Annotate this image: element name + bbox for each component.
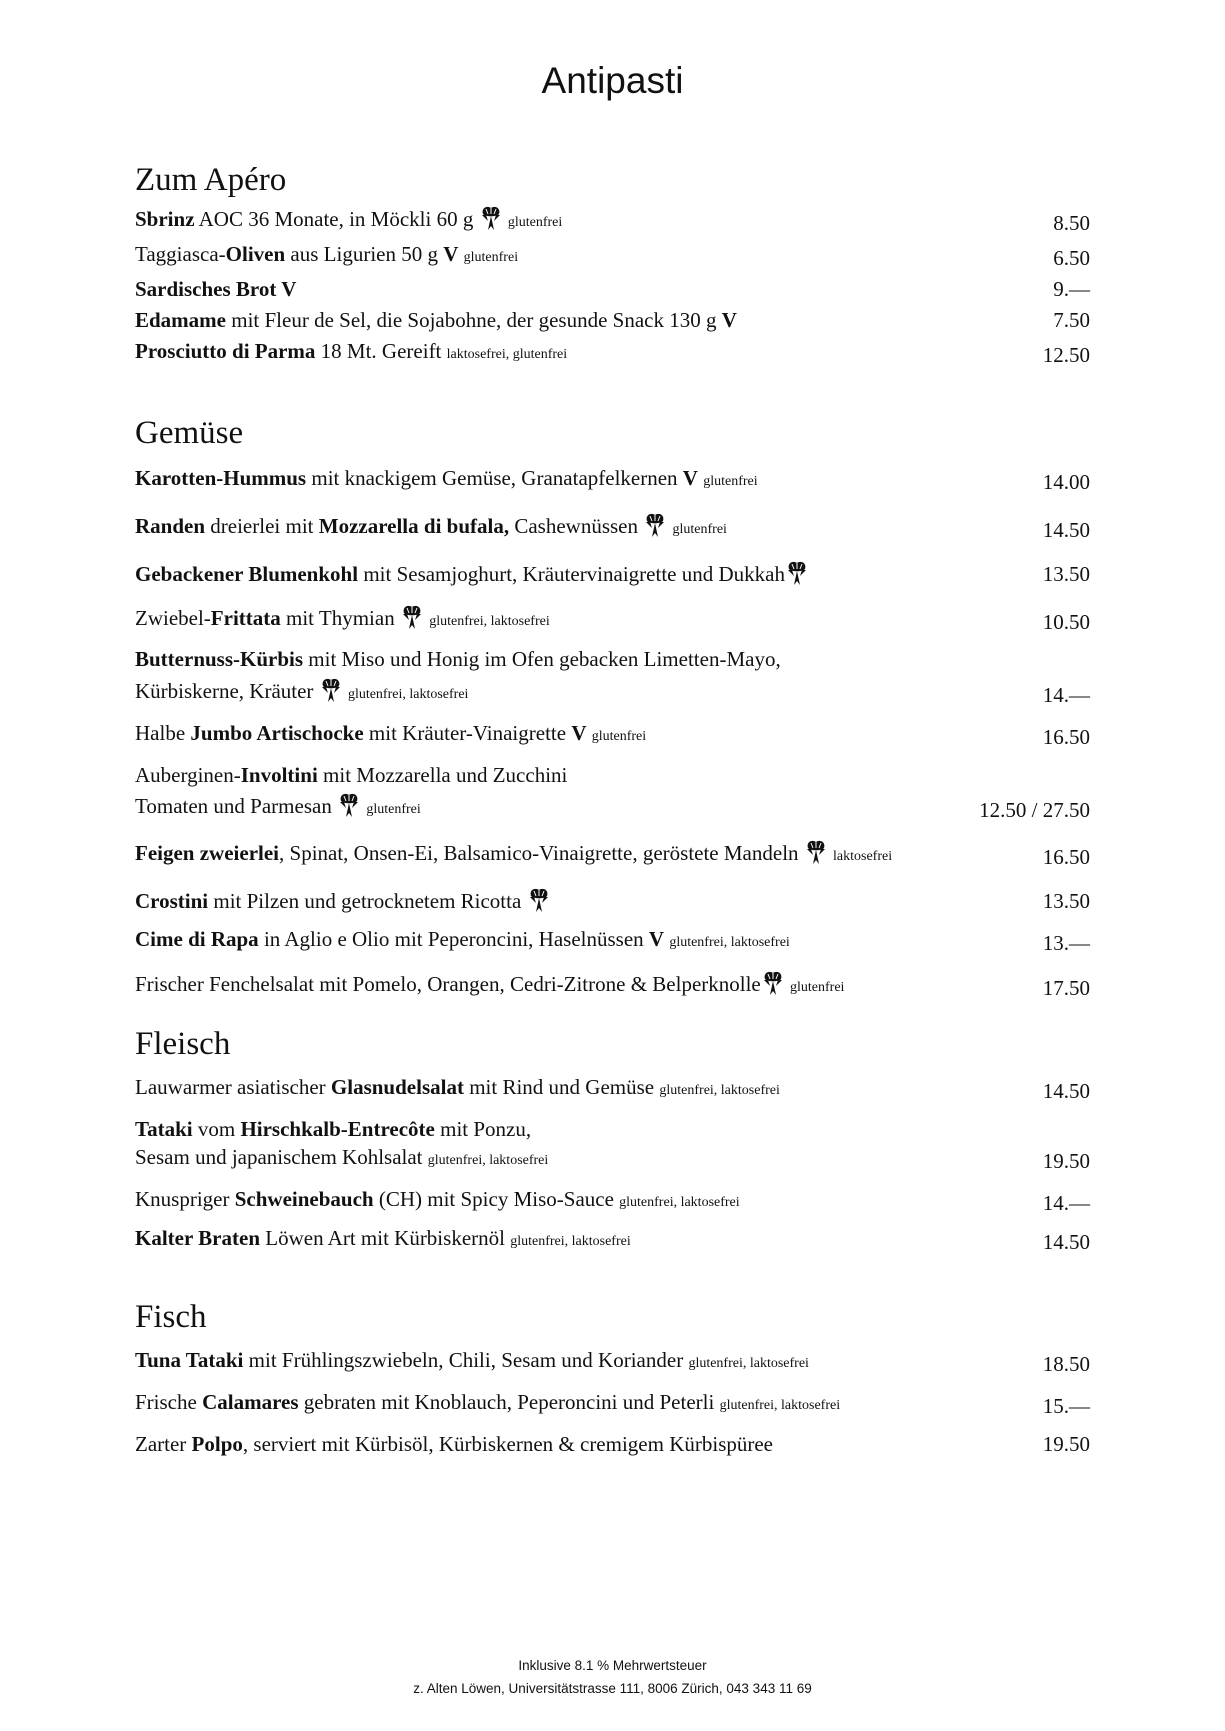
item-price: 14.50 bbox=[1042, 1079, 1090, 1103]
item-price: 13.— bbox=[1042, 931, 1090, 955]
footer-address: z. Alten Löwen, Universitätstrasse 111, 8006 Zürich, 043 343 11 69 bbox=[413, 1681, 812, 1696]
menu-item-oliven bbox=[135, 240, 1090, 272]
item-name: Prosciutto di Parma bbox=[135, 339, 316, 363]
item-desc: mit Kräuter-Vinaigrette bbox=[363, 721, 572, 745]
vegan-mark: V bbox=[443, 242, 459, 266]
menu-item-artischocke bbox=[135, 719, 1090, 751]
item-price: 16.50 bbox=[1042, 725, 1090, 749]
menu-item-blumenkohl bbox=[135, 560, 1090, 588]
diet-note: glutenfrei, laktosefrei bbox=[510, 1234, 631, 1249]
item-name: Tuna Tataki bbox=[135, 1348, 244, 1372]
diet-note: glutenfrei bbox=[366, 802, 421, 817]
section-title-fisch: Fisch bbox=[135, 1299, 207, 1335]
menu-item-feigen bbox=[135, 839, 1090, 871]
flower-icon bbox=[804, 839, 828, 867]
item-desc: mit Frühlingszwiebeln, Chili, Sesam und Koriander bbox=[243, 1348, 689, 1372]
item-price: 14.— bbox=[1042, 683, 1090, 707]
item-desc: , serviert mit Kürbisöl, Kürbiskernen & cremigem Kürbispüree bbox=[242, 1432, 774, 1456]
item-desc: (CH) mit Spicy Miso-Sauce bbox=[373, 1187, 620, 1211]
menu-item-kalter-braten bbox=[135, 1224, 1090, 1256]
item-price: 7.50 bbox=[1053, 308, 1090, 332]
item-name: Sbrinz bbox=[135, 207, 195, 231]
section-fisch bbox=[135, 1298, 1090, 1458]
item-price: 16.50 bbox=[1042, 845, 1090, 869]
diet-note: glutenfrei, laktosefrei bbox=[688, 1356, 809, 1371]
item-name: Oliven bbox=[225, 242, 286, 266]
item-price: 12.50 bbox=[1042, 343, 1090, 367]
diet-note: glutenfrei bbox=[507, 215, 563, 230]
diet-note: glutenfrei bbox=[703, 474, 758, 489]
item-desc: mit Sesamjoghurt, Kräutervinaigrette und Dukkah bbox=[358, 562, 785, 586]
item-desc: Frischer Fenchelsalat mit Pomelo, Orangen, Cedri-Zitrone & Belperknolle bbox=[135, 972, 761, 996]
item-name: Karotten-Hummus bbox=[135, 466, 307, 490]
menu-item-schweinebauch bbox=[135, 1185, 1090, 1217]
menu-item-fenchelsalat bbox=[135, 970, 1090, 1002]
item-desc: Lauwarmer asiatischer bbox=[135, 1075, 331, 1099]
menu-item-calamares bbox=[135, 1388, 1090, 1420]
item-desc: Frische bbox=[135, 1390, 203, 1414]
item-name: Polpo bbox=[191, 1432, 243, 1456]
diet-note: glutenfrei, laktosefrei bbox=[347, 687, 469, 702]
item-name: Cime di Rapa bbox=[135, 927, 259, 951]
menu-item-hummus bbox=[135, 464, 1090, 496]
item-price: 17.50 bbox=[1042, 976, 1090, 1000]
diet-note: glutenfrei, laktosefrei bbox=[659, 1083, 780, 1098]
item-desc: Cashewnüssen bbox=[509, 514, 644, 538]
item-price: 15.— bbox=[1042, 1394, 1090, 1418]
item-desc: in Aglio e Olio mit Peperoncini, Haselnüssen bbox=[258, 927, 649, 951]
flower-icon bbox=[527, 887, 551, 915]
menu-item-sbrinz bbox=[135, 205, 1090, 237]
item-price: 6.50 bbox=[1053, 246, 1090, 270]
menu-item-prosciutto bbox=[135, 337, 1090, 369]
item-name: Edamame bbox=[135, 308, 226, 332]
item-desc: Zarter bbox=[135, 1432, 192, 1456]
section-title-fleisch: Fleisch bbox=[135, 1026, 231, 1062]
item-desc: Zwiebel- bbox=[135, 606, 211, 630]
footer-vat-note: Inklusive 8.1 % Mehrwertsteuer bbox=[518, 1658, 707, 1673]
item-desc: Halbe bbox=[135, 721, 191, 745]
item-name: Frittata bbox=[210, 606, 281, 630]
menu-item-edamame bbox=[135, 306, 1090, 334]
menu-item-involtini bbox=[135, 761, 1090, 824]
menu-item-kuerbis bbox=[135, 645, 1090, 709]
flower-icon bbox=[337, 792, 361, 820]
item-price: 14.— bbox=[1042, 1191, 1090, 1215]
item-name: Calamares bbox=[202, 1390, 299, 1414]
item-desc: vom bbox=[192, 1117, 241, 1141]
item-price: 14.00 bbox=[1042, 470, 1090, 494]
item-desc: mit knackigem Gemüse, Granatapfelkernen bbox=[306, 466, 683, 490]
item-desc: Kürbiskerne, Kräuter bbox=[135, 679, 319, 703]
menu-item-brot bbox=[135, 275, 1090, 303]
item-desc: gebraten mit Knoblauch, Peperoncini und Peterli bbox=[298, 1390, 720, 1414]
item-name: Tataki bbox=[135, 1117, 193, 1141]
flower-icon bbox=[319, 677, 343, 705]
page-title: Antipasti bbox=[541, 60, 684, 101]
item-name: Feigen zweierlei bbox=[135, 841, 280, 865]
item-price: 14.50 bbox=[1042, 518, 1090, 542]
item-desc: mit Pilzen und getrocknetem Ricotta bbox=[208, 889, 527, 913]
item-desc: mit Miso und Honig im Ofen gebacken Limetten-Mayo, bbox=[303, 647, 781, 671]
menu-item-polpo bbox=[135, 1430, 1090, 1458]
diet-note: glutenfrei, laktosefrei bbox=[427, 1153, 549, 1168]
diet-note: laktosefrei, glutenfrei bbox=[446, 347, 568, 362]
item-desc: mit Ponzu, bbox=[434, 1117, 532, 1141]
menu-item-randen bbox=[135, 512, 1090, 544]
item-desc: Auberginen- bbox=[135, 763, 241, 787]
item-price: 8.50 bbox=[1053, 211, 1090, 235]
item-desc: dreierlei mit bbox=[205, 514, 319, 538]
item-desc: mit Rind und Gemüse bbox=[463, 1075, 660, 1099]
item-desc: mit Mozzarella und Zucchini bbox=[317, 763, 568, 787]
item-name: Sardisches Brot V bbox=[135, 277, 297, 301]
item-price: 10.50 bbox=[1042, 610, 1090, 634]
menu-item-crostini bbox=[135, 887, 1090, 915]
item-desc: mit Thymian bbox=[280, 606, 400, 630]
item-desc: , Spinat, Onsen-Ei, Balsamico-Vinaigrette, geröstete Mandeln bbox=[279, 841, 804, 865]
item-name: Glasnudelsalat bbox=[330, 1075, 464, 1099]
vegan-mark: V bbox=[682, 466, 698, 490]
menu-item-cime-di-rapa bbox=[135, 925, 1090, 957]
item-desc: aus Ligurien 50 g bbox=[285, 242, 444, 266]
item-desc: Taggiasca- bbox=[135, 242, 226, 266]
section-title-apero: Zum Apéro bbox=[135, 162, 287, 198]
item-price: 19.50 bbox=[1042, 1149, 1090, 1173]
menu-item-tuna-tataki bbox=[135, 1346, 1090, 1378]
section-apero bbox=[135, 161, 1090, 369]
diet-note: glutenfrei, laktosefrei bbox=[719, 1398, 841, 1413]
item-name: Schweinebauch bbox=[234, 1187, 374, 1211]
diet-note: laktosefrei bbox=[833, 849, 893, 864]
item-price: 19.50 bbox=[1042, 1432, 1090, 1456]
item-desc: Sesam und japanischem Kohlsalat bbox=[135, 1145, 428, 1169]
item-name: Butternuss-Kürbis bbox=[135, 647, 304, 671]
item-desc: Löwen Art mit Kürbiskernöl bbox=[260, 1226, 511, 1250]
item-name: Involtini bbox=[240, 763, 318, 787]
item-price: 13.50 bbox=[1042, 889, 1090, 913]
item-name: Mozzarella di bufala, bbox=[318, 514, 510, 538]
flower-icon bbox=[400, 604, 424, 632]
flower-icon bbox=[643, 512, 667, 540]
item-name: Crostini bbox=[135, 889, 209, 913]
item-price: 18.50 bbox=[1042, 1352, 1090, 1376]
diet-note: glutenfrei bbox=[790, 980, 845, 995]
section-gemuese bbox=[135, 414, 1090, 1002]
vegan-mark: V bbox=[721, 308, 737, 332]
section-title-gemuese: Gemüse bbox=[135, 415, 244, 451]
item-name: Gebackener Blumenkohl bbox=[135, 562, 359, 586]
item-price: 14.50 bbox=[1042, 1230, 1090, 1254]
menu-item-frittata bbox=[135, 604, 1090, 636]
item-name: Randen bbox=[135, 514, 206, 538]
vegan-mark: V bbox=[571, 721, 587, 745]
diet-note: glutenfrei, laktosefrei bbox=[429, 614, 550, 629]
item-name: Hirschkalb-Entrecôte bbox=[240, 1117, 435, 1141]
item-desc: mit Fleur de Sel, die Sojabohne, der gesunde Snack 130 g bbox=[226, 308, 722, 332]
diet-note: glutenfrei, laktosefrei bbox=[669, 935, 790, 950]
flower-icon bbox=[761, 970, 785, 998]
vegan-mark: V bbox=[648, 927, 665, 951]
diet-note: glutenfrei bbox=[672, 522, 727, 537]
item-name: Kalter Braten bbox=[135, 1226, 260, 1250]
item-price: 12.50 / 27.50 bbox=[979, 798, 1090, 822]
menu-item-tataki bbox=[135, 1115, 1090, 1175]
menu-item-glasnudelsalat bbox=[135, 1073, 1090, 1105]
flower-icon bbox=[479, 205, 503, 233]
item-desc: Knuspriger bbox=[135, 1187, 235, 1211]
item-desc: AOC 36 Monate, in Möckli 60 g bbox=[194, 207, 479, 231]
item-name: Jumbo Artischocke bbox=[190, 721, 364, 745]
item-desc: 18 Mt. Gereift bbox=[315, 339, 447, 363]
flower-icon bbox=[785, 560, 809, 588]
item-price: 13.50 bbox=[1042, 562, 1090, 586]
diet-note: glutenfrei bbox=[463, 250, 519, 265]
item-price: 9.— bbox=[1053, 277, 1090, 301]
diet-note: glutenfrei, laktosefrei bbox=[619, 1195, 740, 1210]
item-desc: Tomaten und Parmesan bbox=[135, 794, 338, 818]
diet-note: glutenfrei bbox=[591, 729, 647, 744]
section-fleisch bbox=[135, 1025, 1090, 1256]
